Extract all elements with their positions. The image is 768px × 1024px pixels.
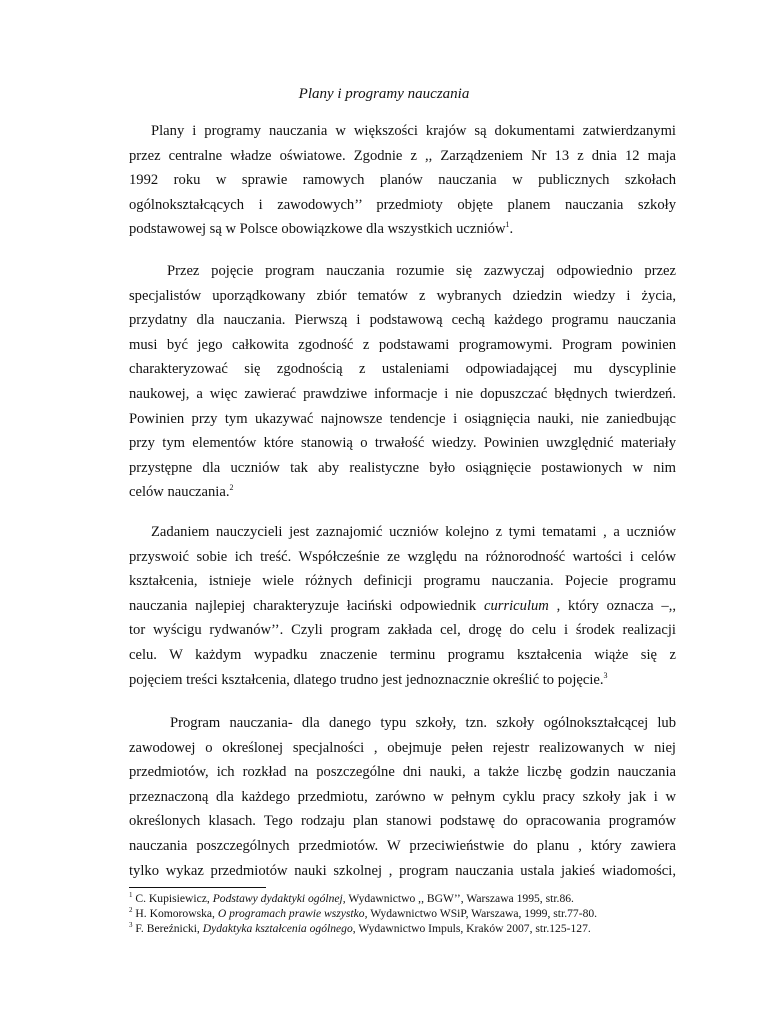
text-run: C. Kupisiewicz,	[132, 892, 213, 905]
book-title: Dydaktyka kształcenia ogólnego	[202, 922, 353, 935]
paragraph-4	[129, 711, 676, 883]
text-line: naukowej, a więc zawierać prawdziwe informacje i nie dopuszczać błędnych twierdzeń.	[129, 385, 676, 402]
paragraph-3	[129, 520, 676, 692]
text-line: przystępne dla uczniów tak aby realistyczne było osiągnięcie postawionych w nim	[129, 459, 676, 476]
text-run: nauczania najlepiej charakteryzuje łaciński odpowiednik	[129, 597, 484, 614]
text-line: nauczania poszczególnych przedmiotów. W przeciwieństwie do planu , który zawiera	[129, 837, 676, 854]
footnote	[129, 921, 689, 936]
text-run: podstawowej są w Polsce obowiązkowe dla wszystkich uczniów	[129, 221, 506, 238]
text-line: Powinien przy tym ukazywać najnowsze tendencje i osiągnięcia nauki, nie zaniedbując	[129, 410, 676, 427]
footnote-ref: 3	[603, 670, 608, 680]
text-line: przez centralne władze oświatowe. Zgodnie z ,, Zarządzeniem Nr 13 z dnia 12 maja	[129, 147, 676, 164]
footnote-ref: 1	[505, 220, 510, 230]
text-line: ogólnokształcących i zawodowych’’ przedmioty objęte planem nauczania szkoły	[129, 196, 676, 213]
text-line: tor wyścigu rydwanów’’. Czyli program zakłada cel, drogę do celu i środek realizacji	[129, 622, 676, 639]
text-line: charakteryzować się zgodnością z ustaleniami odpowiadającej mu dyscyplinie	[129, 361, 676, 378]
text-run: celów nauczania.	[129, 484, 230, 501]
text-line: przy tym elementów które stanowią o trwałość wiedzy. Powinien uwzględnić materiały	[129, 435, 676, 452]
paragraph-1	[129, 119, 676, 242]
footnote-number: 2	[129, 906, 133, 915]
text-run: .	[509, 221, 514, 238]
text-line: przeznaczoną dla każdego przedmiotu, zarówno w pełnym cyklu pracy szkoły jak i w	[129, 788, 676, 805]
text-run: , Wydawnictwo Impuls, Kraków 2007, str.125-127.	[352, 922, 591, 935]
text-line: kształcenia, istnieje wiele różnych definicji programu nauczania. Pojecie programu	[129, 573, 676, 590]
footnote	[129, 891, 689, 906]
footnote-ref: 2	[229, 483, 234, 493]
text-run: Wydawnictwo WSiP, Warszawa, 1999, str.77-80.	[367, 907, 598, 920]
text-line: przydatny dla nauczania. Pierwszą i podstawową cechą każdego programu nauczania	[129, 312, 676, 329]
text-line	[129, 217, 676, 242]
text-line: przyswoić sobie ich treść. Współcześnie ze względu na różnorodność wartości i celów	[129, 548, 676, 565]
text-run: F. Bereźnicki,	[132, 922, 203, 935]
latin-term: curriculum	[483, 597, 549, 614]
text-line: zawodowej o określonej specjalności , obejmuje pełen rejestr realizowanych w niej	[129, 739, 676, 756]
text-line: Plany i programy nauczania w większości krajów są dokumentami zatwierdzanymi	[151, 123, 676, 139]
text-run: Wydawnictwo ,, BGW’’, Warszawa 1995, str.86.	[345, 892, 574, 905]
footnote	[129, 906, 689, 921]
text-line: Przez pojęcie program nauczania rozumie się zazwyczaj odpowiednio przez	[167, 263, 676, 279]
text-line	[129, 668, 676, 693]
text-line: Zadaniem nauczycieli jest zaznajomić uczniów kolejno z tymi tematami , a uczniów	[151, 524, 676, 540]
text-line: celu. W każdym wypadku znaczenie terminu programu kształcenia wiąże się z	[129, 646, 676, 663]
text-run: H. Komorowska,	[132, 907, 218, 920]
text-line	[129, 480, 676, 505]
text-line: przedmiotów, ich rozkład na poszczególne dni nauki, a także liczbę godzin nauczania	[129, 764, 676, 781]
footnote-divider	[129, 887, 266, 888]
text-line	[129, 594, 676, 619]
book-title: O programach prawie wszystko,	[217, 907, 368, 920]
footnotes	[129, 891, 689, 936]
text-line: musi być jego całkowita zgodność z podstawami programowymi. Program powinien	[129, 336, 676, 353]
text-line: specjalistów uporządkowany zbiór tematów z wybranych dziedzin wiedzy i życia,	[129, 287, 676, 304]
text-line: 1992 roku w sprawie ramowych planów nauczania w publicznych szkołach	[129, 172, 676, 189]
text-line: Program nauczania- dla danego typu szkoły, tzn. szkoły ogólnokształcącej lub	[170, 715, 676, 731]
text-run: , który oznacza –,,	[548, 597, 677, 614]
footnote-number: 1	[129, 891, 133, 900]
footnote-number: 3	[129, 921, 133, 930]
paragraph-2	[129, 259, 676, 505]
page-title: Plany i programy nauczania	[298, 86, 470, 102]
text-line: tylko wykaz przedmiotów nauki szkolnej , program nauczania ustala jakieś wiadomości,	[129, 862, 676, 879]
text-run: pojęciem treści kształcenia, dlatego trudno jest jednoznacznie określić to pojęcie.	[129, 671, 604, 688]
book-title: Podstawy dydaktyki ogólnej,	[212, 892, 346, 905]
text-line: określonych klasach. Tego rodzaju plan stanowi podstawę do opracowania programów	[129, 813, 676, 830]
